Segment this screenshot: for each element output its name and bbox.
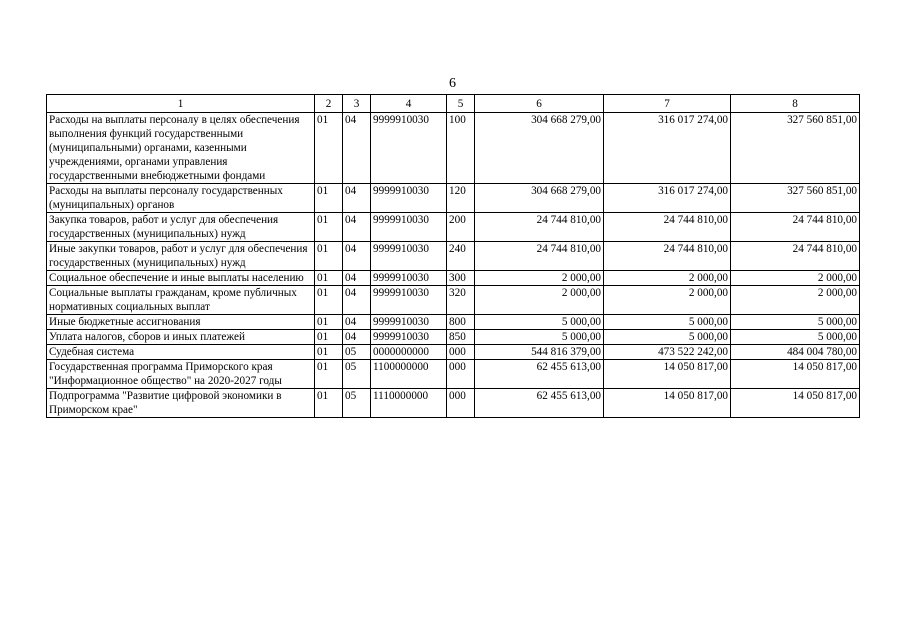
row-expense-type: 000 (447, 345, 475, 360)
row-subsection-code: 04 (343, 184, 371, 213)
row-amount-col7: 316 017 274,00 (604, 113, 731, 184)
table-row (47, 184, 860, 213)
row-section-code: 01 (315, 345, 343, 360)
row-name: Судебная система (47, 345, 315, 360)
row-amount-col6: 5 000,00 (475, 330, 604, 345)
row-target-article: 9999910030 (371, 286, 447, 315)
row-name: Расходы на выплаты персоналу в целях обеспечения выполнения функций государственными (муниципальными) органами, казенными учреждениями, органами управления государственными внебюджетными фондами (47, 113, 315, 184)
row-amount-col7: 14 050 817,00 (604, 360, 731, 389)
page-number: 6 (449, 76, 456, 91)
row-name: Иные бюджетные ассигнования (47, 315, 315, 330)
row-target-article: 1100000000 (371, 360, 447, 389)
row-amount-col7: 5 000,00 (604, 330, 731, 345)
row-expense-type: 000 (447, 360, 475, 389)
row-subsection-code: 05 (343, 360, 371, 389)
col-header-4: 4 (371, 95, 447, 113)
row-subsection-code: 04 (343, 271, 371, 286)
row-amount-col8: 327 560 851,00 (731, 113, 860, 184)
row-expense-type: 800 (447, 315, 475, 330)
row-amount-col6: 2 000,00 (475, 271, 604, 286)
table-row (47, 286, 860, 315)
row-amount-col6: 62 455 613,00 (475, 389, 604, 418)
row-subsection-code: 04 (343, 242, 371, 271)
row-subsection-code: 04 (343, 286, 371, 315)
row-section-code: 01 (315, 389, 343, 418)
row-amount-col8: 5 000,00 (731, 315, 860, 330)
col-header-2: 2 (315, 95, 343, 113)
row-expense-type: 200 (447, 213, 475, 242)
row-subsection-code: 04 (343, 330, 371, 345)
row-expense-type: 000 (447, 389, 475, 418)
row-expense-type: 300 (447, 271, 475, 286)
table-row (47, 389, 860, 418)
row-target-article: 9999910030 (371, 271, 447, 286)
row-amount-col8: 14 050 817,00 (731, 389, 860, 418)
col-header-5: 5 (447, 95, 475, 113)
row-amount-col6: 304 668 279,00 (475, 113, 604, 184)
row-amount-col6: 2 000,00 (475, 286, 604, 315)
row-expense-type: 120 (447, 184, 475, 213)
row-amount-col6: 24 744 810,00 (475, 213, 604, 242)
row-amount-col6: 5 000,00 (475, 315, 604, 330)
row-subsection-code: 05 (343, 345, 371, 360)
row-target-article: 1110000000 (371, 389, 447, 418)
col-header-7: 7 (604, 95, 731, 113)
header-row (47, 95, 860, 113)
row-name: Социальное обеспечение и иные выплаты населению (47, 271, 315, 286)
row-name: Государственная программа Приморского края "Информационное общество" на 2020-2027 годы (47, 360, 315, 389)
table-row (47, 213, 860, 242)
row-amount-col6: 24 744 810,00 (475, 242, 604, 271)
row-name: Подпрограмма "Развитие цифровой экономики в Приморском крае" (47, 389, 315, 418)
row-name: Социальные выплаты гражданам, кроме публичных нормативных социальных выплат (47, 286, 315, 315)
row-target-article: 9999910030 (371, 113, 447, 184)
table-row (47, 345, 860, 360)
col-header-3: 3 (343, 95, 371, 113)
row-amount-col7: 24 744 810,00 (604, 242, 731, 271)
row-target-article: 9999910030 (371, 330, 447, 345)
row-section-code: 01 (315, 213, 343, 242)
row-amount-col8: 24 744 810,00 (731, 242, 860, 271)
row-section-code: 01 (315, 286, 343, 315)
table-row (47, 315, 860, 330)
row-amount-col6: 304 668 279,00 (475, 184, 604, 213)
col-header-1: 1 (47, 95, 315, 113)
row-expense-type: 320 (447, 286, 475, 315)
row-subsection-code: 04 (343, 315, 371, 330)
row-amount-col7: 14 050 817,00 (604, 389, 731, 418)
row-amount-col8: 327 560 851,00 (731, 184, 860, 213)
col-header-6: 6 (475, 95, 604, 113)
row-target-article: 9999910030 (371, 242, 447, 271)
row-expense-type: 850 (447, 330, 475, 345)
row-name: Закупка товаров, работ и услуг для обеспечения государственных (муниципальных) нужд (47, 213, 315, 242)
row-amount-col7: 2 000,00 (604, 286, 731, 315)
table-row (47, 242, 860, 271)
row-amount-col8: 14 050 817,00 (731, 360, 860, 389)
row-name: Иные закупки товаров, работ и услуг для обеспечения государственных (муниципальных) нужд (47, 242, 315, 271)
table-row (47, 113, 860, 184)
row-amount-col8: 484 004 780,00 (731, 345, 860, 360)
row-section-code: 01 (315, 330, 343, 345)
table-row (47, 271, 860, 286)
row-name: Расходы на выплаты персоналу государственных (муниципальных) органов (47, 184, 315, 213)
table-row (47, 360, 860, 389)
row-target-article: 9999910030 (371, 184, 447, 213)
row-target-article: 0000000000 (371, 345, 447, 360)
row-section-code: 01 (315, 113, 343, 184)
row-section-code: 01 (315, 242, 343, 271)
row-section-code: 01 (315, 360, 343, 389)
row-expense-type: 240 (447, 242, 475, 271)
row-amount-col8: 24 744 810,00 (731, 213, 860, 242)
row-amount-col7: 5 000,00 (604, 315, 731, 330)
row-expense-type: 100 (447, 113, 475, 184)
row-amount-col8: 2 000,00 (731, 286, 860, 315)
row-amount-col7: 24 744 810,00 (604, 213, 731, 242)
row-target-article: 9999910030 (371, 213, 447, 242)
col-header-8: 8 (731, 95, 860, 113)
row-name: Уплата налогов, сборов и иных платежей (47, 330, 315, 345)
row-subsection-code: 05 (343, 389, 371, 418)
row-amount-col8: 2 000,00 (731, 271, 860, 286)
row-section-code: 01 (315, 271, 343, 286)
row-amount-col6: 544 816 379,00 (475, 345, 604, 360)
row-section-code: 01 (315, 184, 343, 213)
table-row (47, 330, 860, 345)
row-amount-col6: 62 455 613,00 (475, 360, 604, 389)
row-amount-col7: 316 017 274,00 (604, 184, 731, 213)
row-target-article: 9999910030 (371, 315, 447, 330)
row-amount-col7: 473 522 242,00 (604, 345, 731, 360)
row-amount-col7: 2 000,00 (604, 271, 731, 286)
row-subsection-code: 04 (343, 213, 371, 242)
row-amount-col8: 5 000,00 (731, 330, 860, 345)
budget-table (46, 94, 860, 418)
row-subsection-code: 04 (343, 113, 371, 184)
row-section-code: 01 (315, 315, 343, 330)
